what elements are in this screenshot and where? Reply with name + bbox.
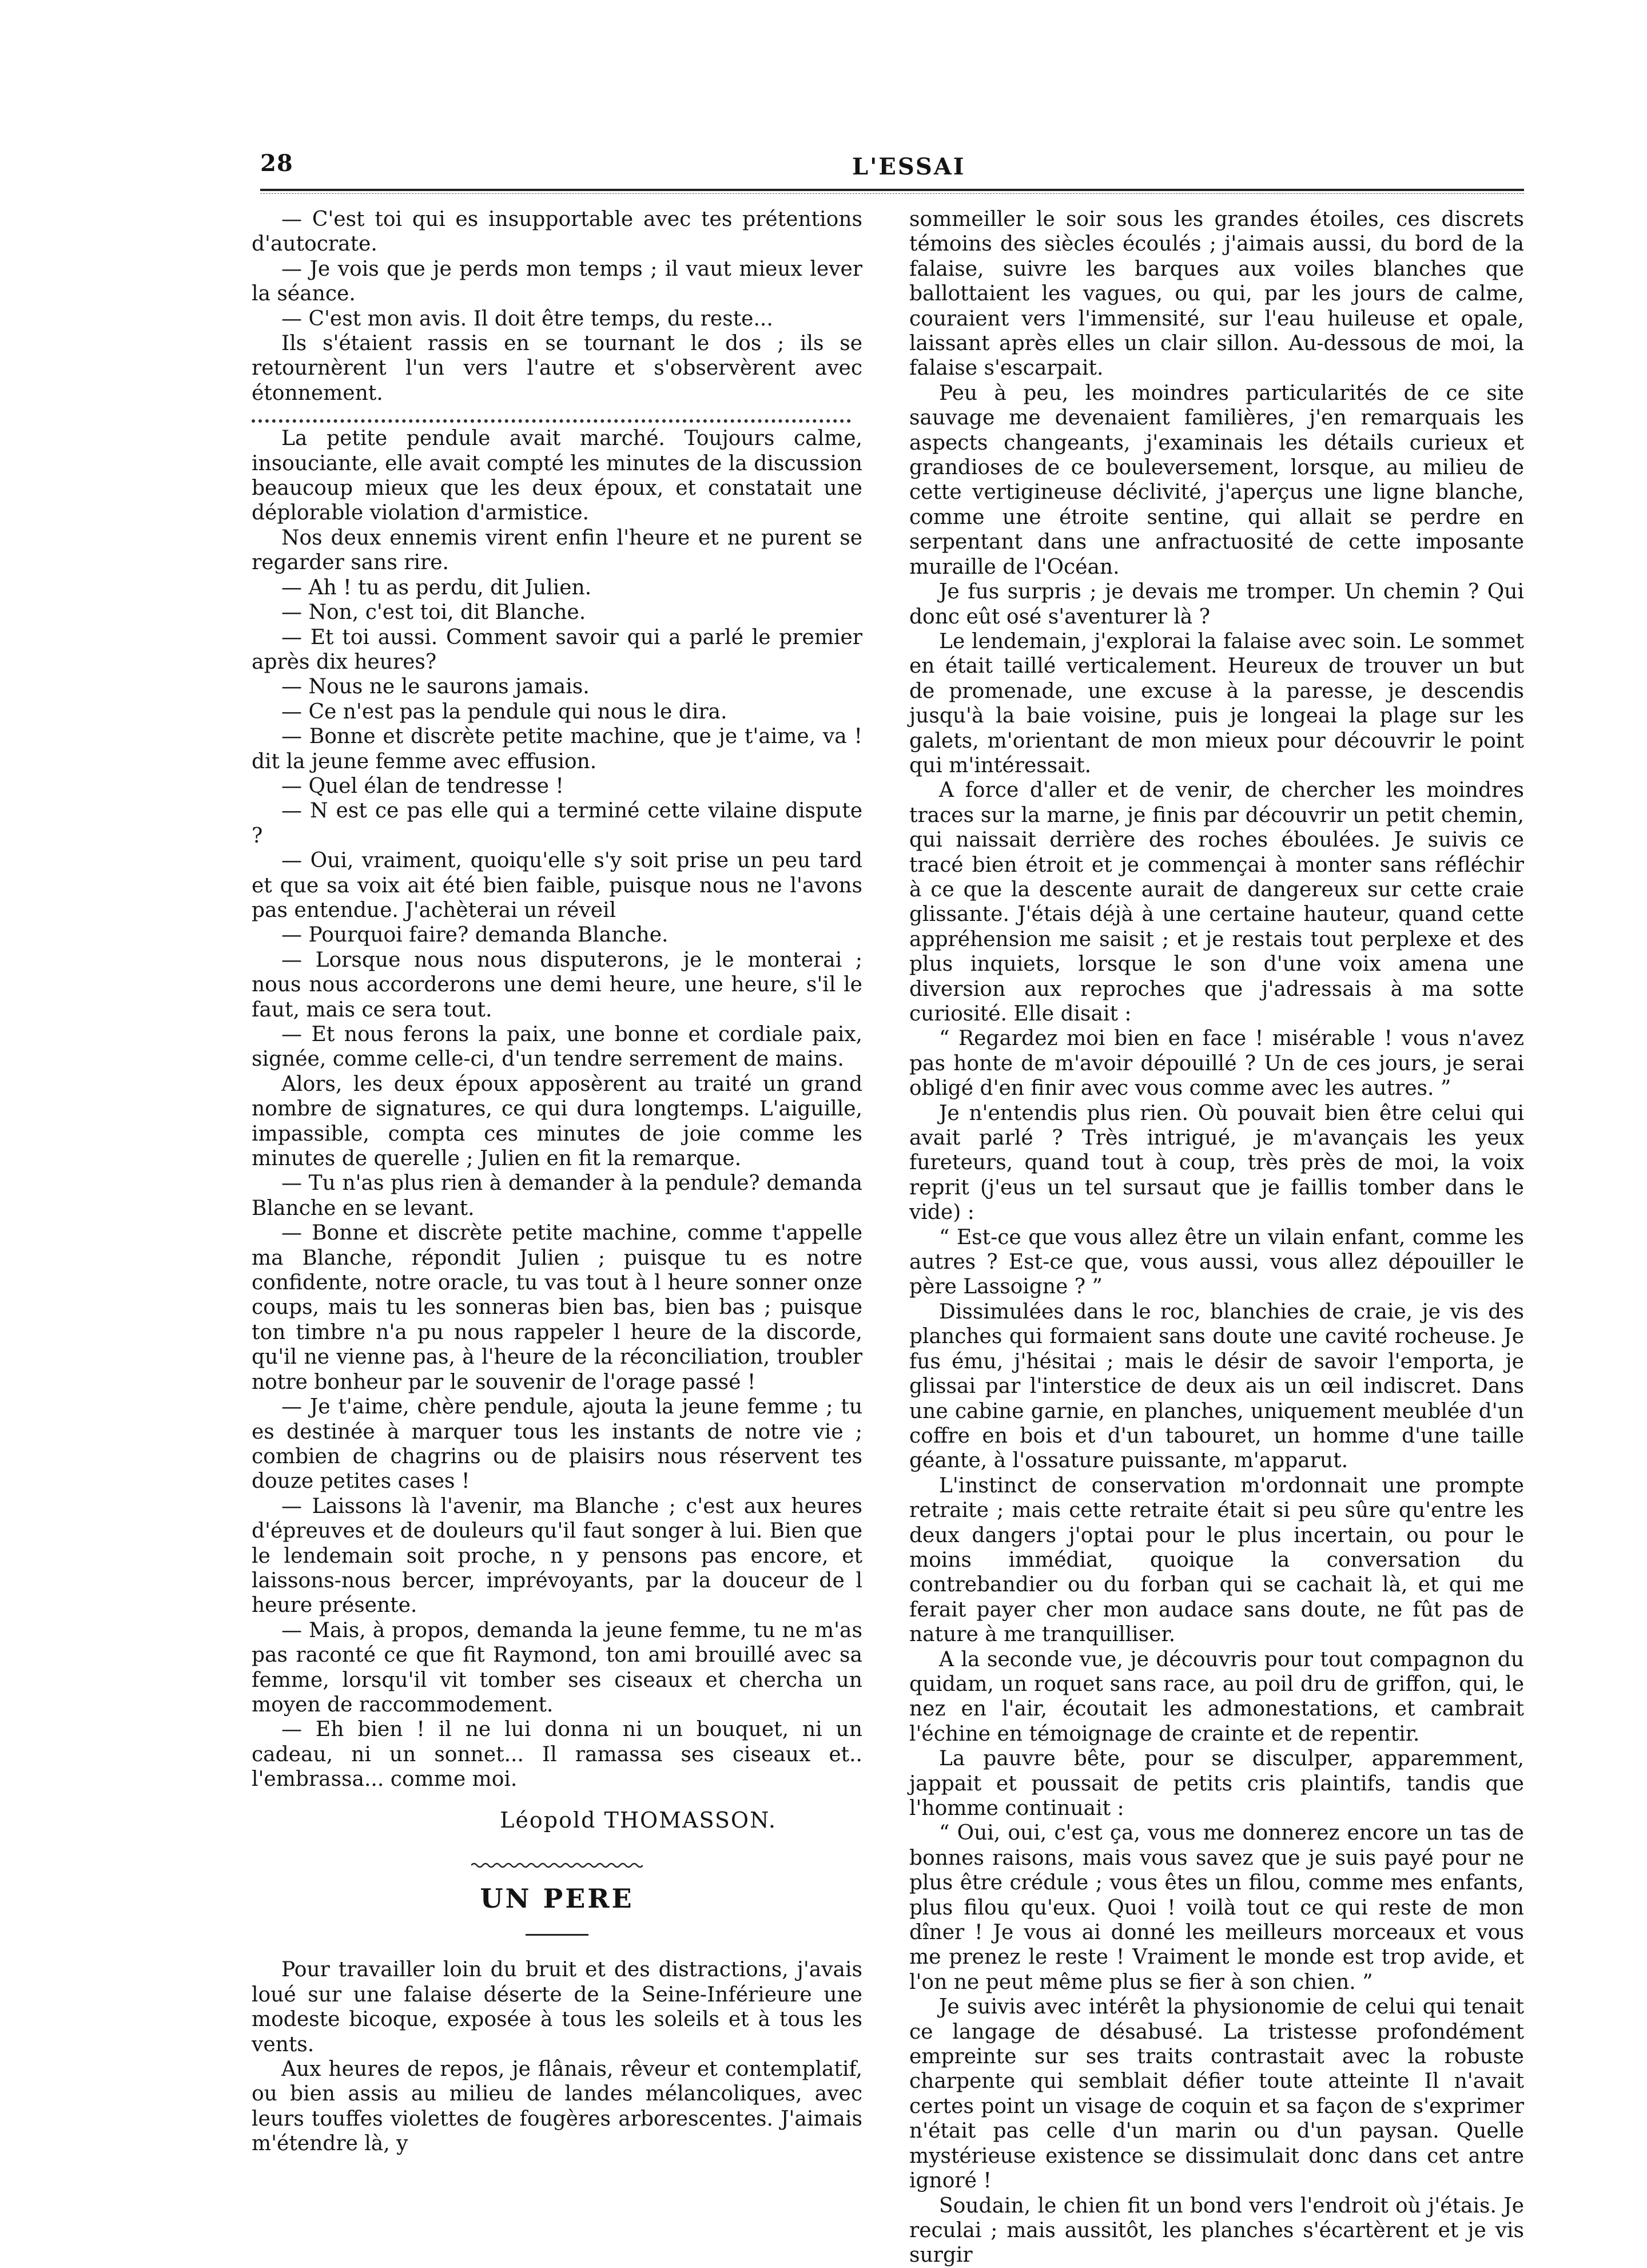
paragraph: — N est ce pas elle qui a terminé cette vilaine dispute ? [252,799,862,848]
paragraph: La petite pendule avait marché. Toujours calme, insouciante, elle avait compté les minutes de la discussion beaucoup mieux que les deux époux, et constatait une déplorable violation d'armistice. [252,427,862,525]
paragraph: — C'est toi qui es insupportable avec tes prétentions d'autocrate. [252,208,862,256]
paragraph: — Et toi aussi. Comment savoir qui a parlé le premier après dix heures? [252,625,862,674]
paragraph: — Je t'aime, chère pendule, ajouta la jeune femme ; tu es destinée à marquer tous les instants de notre vie ; combien de chagrins ou de plaisirs nous réservent tes douze petites cases ! [252,1395,862,1494]
paragraph: Soudain, le chien fit un bond vers l'endroit où j'étais. Je reculai ; mais aussitôt, les planches s'écartèrent et je vis surgir [909,2194,1524,2267]
left-column [252,207,862,2156]
paragraph: — Bonne et discrète petite machine, que je t'aime, va ! dit la jeune femme avec effusion. [252,725,862,773]
paragraph: Le lendemain, j'explorai la falaise avec soin. Le sommet en était taillé verticalement. Heureux de trouver un but de promenade, une excuse à la paresse, je descendis jusqu'à la baie voisine, puis je longeai la plage sur les galets, m'orientant de mon mieux pour découvrir le point qui m'intéressait. [909,629,1524,777]
paragraph: — Tu n'as plus rien à demander à la pendule? demanda Blanche en se levant. [252,1171,862,1220]
page-number: 28 [260,150,293,177]
paragraph: — C'est mon avis. Il doit être temps, du reste... [281,307,773,331]
paragraph: — Mais, à propos, demanda la jeune femme, tu ne m'as pas raconté ce que fit Raymond, ton ami brouillé avec sa femme, lorsqu'il vit tomber ses ciseaux et chercha un moyen de raccommodement. [252,1618,862,1717]
paragraph: sommeiller le soir sous les grandes étoiles, ces discrets témoins des siècles écoulés ; j'aimais aussi, du bord de la falaise, suivre les barques aux voiles blanches que ballottaient les vagues, ou qui, par les jours de calme, couraient vers l'immensité, sur l'eau huileuse et opale, laissant après elles un clair sillon. Au-dessous de moi, la falaise s'escarpait. [909,208,1524,380]
paragraph: — Ce n'est pas la pendule qui nous le dira. [281,700,727,724]
paragraph: — Je vois que je perds mon temps ; il vaut mieux lever la séance. [252,257,862,306]
paragraph: L'instinct de conservation m'ordonnait une prompte retraite ; mais cette retraite était si peu sûre qu'entre les deux dangers j'optai pour le plus incertain, ou pour le moins immédiat, quoique la conversation du contrebandier ou du forban qui se cachait là, et qui me ferait payer cher mon audace sans doute, ne fût pas de nature à me tranquilliser. [909,1473,1524,1647]
right-column [909,207,1524,2268]
paragraph: — Eh bien ! il ne lui donna ni un bouquet, ni un cadeau, ni un sonnet... Il ramassa ses ciseaux et.. l'embrassa... comme moi. [252,1718,862,1792]
paragraph: — Laissons là l'avenir, ma Blanche ; c'est aux heures d'épreuves et de douleurs qu'il faut songer à lui. Bien que le lendemain soit proche, n y pensons pas encore, et laissons-nous bercer, imprévoyants, par la douceur de l heure présente. [252,1494,862,1618]
running-title: L'ESSAI [852,153,966,180]
paragraph: Je fus surpris ; je devais me tromper. Un chemin ? Qui donc eût osé s'aventurer là ? [909,580,1524,629]
dotted-separator [252,408,851,423]
paragraph: La pauvre bête, pour se disculper, apparemment, jappait et poussait de petits cris plaintifs, tandis que l'homme continuait : [909,1747,1524,1820]
paragraph: — Nous ne le saurons jamais. [281,675,590,699]
title-rule [526,1934,588,1936]
author-signature: Léopold THOMASSON. [500,1807,777,1833]
paragraph: — Lorsque nous nous disputerons, je le monterai ; nous nous accorderons une demi heure, une heure, s'il le faut, mais ce sera tout. [252,948,862,1022]
paragraph: — Non, c'est toi, dit Blanche. [281,601,586,625]
paragraph: Dissimulées dans le roc, blanchies de craie, je vis des planches qui formaient sans doute une cavité rocheuse. Je fus ému, j'hésitai ; mais le désir de savoir l'emporta, je glissai par l'interstice de deux ais un œil indiscret. Dans une cabine garnie, en planches, uniquement meublée d'un coffre en bois et d'un tabouret, un homme d'une taille géante, à l'ossature puissante, m'apparut. [909,1300,1524,1473]
section-body [252,1957,862,2156]
paragraph: A force d'aller et de venir, de chercher les moindres traces sur la marne, je finis par découvrir un petit chemin, qui naissait derrière des roches éboulées. Je suivis ce tracé bien étroit et je commençai à monter sans réfléchir à ce que la descente aurait de dangereux sur cette craie glissante. J'étais déjà à une certaine hauteur, quand cette appréhension me saisit ; et je restais tout perplexe et des plus inquiets, lorsque le son d'une voix amena une diversion aux reproches que j'adressais à ma sotte curiosité. Elle disait : [909,778,1524,1026]
paragraph: Aux heures de repos, je flânais, rêveur et contemplatif, ou bien assis au milieu de landes mélancoliques, avec leurs touffes violettes de fougères arborescentes. J'aimais m'étendre là, y [252,2058,862,2156]
paragraph: “ Oui, oui, c'est ça, vous me donnerez encore un tas de bonnes raisons, mais vous savez que je suis payé pour ne plus être crédule ; vous êtes un filou, comme mes enfants, plus filou qu'eux. Quoi ! voilà tout ce qui reste de mon dîner ! Je vous ai donné les meilleurs morceaux et vous me prenez le reste ! Vraiment le monde est trop avide, et l'on ne peut même plus se fier à son chien. ” [909,1821,1524,1994]
paragraph: — Bonne et discrète petite machine, comme t'appelle ma Blanche, répondit Julien ; puisque tu es notre confidente, notre oracle, tu vas tout à l heure sonner onze coups, mais tu les sonneras bien bas, bien bas ; puisque ton timbre n'a pu nous rappeler l heure de la discorde, qu'il ne vienne pas, à l'heure de la réconciliation, troubler notre bonheur par le souvenir de l'orage passé ! [252,1221,862,1394]
header-rule-secondary [260,193,1524,194]
paragraph: — Oui, vraiment, quoiqu'elle s'y soit prise un peu tard et que sa voix ait été bien faible, puisque nous ne l'avons pas entendue. J'achèterai un réveil [252,849,862,922]
paragraph: Nos deux ennemis virent enfin l'heure et ne purent se regarder sans rire. [252,526,862,575]
paragraph: — Ah ! tu as perdu, dit Julien. [281,575,592,599]
paragraph: Alors, les deux époux apposèrent au traité un grand nombre de signatures, ce qui dura longtemps. L'aiguille, impassible, compta ces minutes de joie comme les minutes de querelle ; Julien en fit la remarque. [252,1072,862,1171]
wavy-ornament [471,1861,643,1869]
paragraph: — Quel élan de tendresse ! [281,774,564,798]
paragraph: A la seconde vue, je découvris pour tout compagnon du quidam, un roquet sans race, au poil dru de griffon, qui, le nez en l'air, écoutait les admonestations, et cambrait l'échine en témoignage de crainte et de repentir. [909,1647,1524,1746]
paragraph: Je n'entendis plus rien. Où pouvait bien être celui qui avait parlé ? Très intrigué, je m'avançais les yeux fureteurs, quand tout à coup, très près de moi, la voix reprit (j'eus un tel sursaut que je faillis tomber dans le vide) : [909,1101,1524,1225]
page-header [260,150,1524,184]
section-title: UN PERE [480,1883,634,1914]
paragraph: Pour travailler loin du bruit et des distractions, j'avais loué sur une falaise déserte de la Seine-Inférieure une modeste bicoque, exposée à tous les soleils et à tous les vents. [252,1958,862,2056]
paragraph: — Et nous ferons la paix, une bonne et cordiale paix, signée, comme celle-ci, d'un tendre serrement de mains. [252,1023,862,1071]
paragraph: Peu à peu, les moindres particularités de ce site sauvage me devenaient familières, j'en remarquais les aspects changeants, j'examinais les détails curieux et grandioses de ce bouleversement, lorsque, au milieu de cette vertigineuse déclivité, j'aperçus une ligne blanche, comme une étroite sentine, qui allait se perdre en serpentant dans une anfractuosité de cette imposante muraille de l'Océan. [909,381,1524,579]
paragraph: — Pourquoi faire? demanda Blanche. [281,923,669,947]
header-rule [260,189,1524,191]
paragraph: “ Regardez moi bien en face ! misérable ! vous n'avez pas honte de m'avoir dépouillé ? Un de ces jours, je serai obligé d'en finir avec vous comme avec les autres. ” [909,1027,1524,1101]
paragraph: Ils s'étaient rassis en se tournant le dos ; ils se retournèrent l'un vers l'autre et s'observèrent avec étonnement. [252,332,862,405]
paragraph: “ Est-ce que vous allez être un vilain enfant, comme les autres ? Est-ce que, vous aussi, vous allez dépouiller le père Lassoigne ? ” [909,1225,1524,1299]
paragraph: Je suivis avec intérêt la physionomie de celui qui tenait ce langage de désabusé. La tristesse profondément empreinte sur ses traits contrastait avec la robuste charpente qui semblait défier toute atteinte Il n'avait certes point un visage de coquin et sa façon de s'exprimer n'était pas celle d'un marin ou d'un paysan. Quelle mystérieuse existence se dissimulait donc dans cet antre ignoré ! [909,1995,1524,2193]
